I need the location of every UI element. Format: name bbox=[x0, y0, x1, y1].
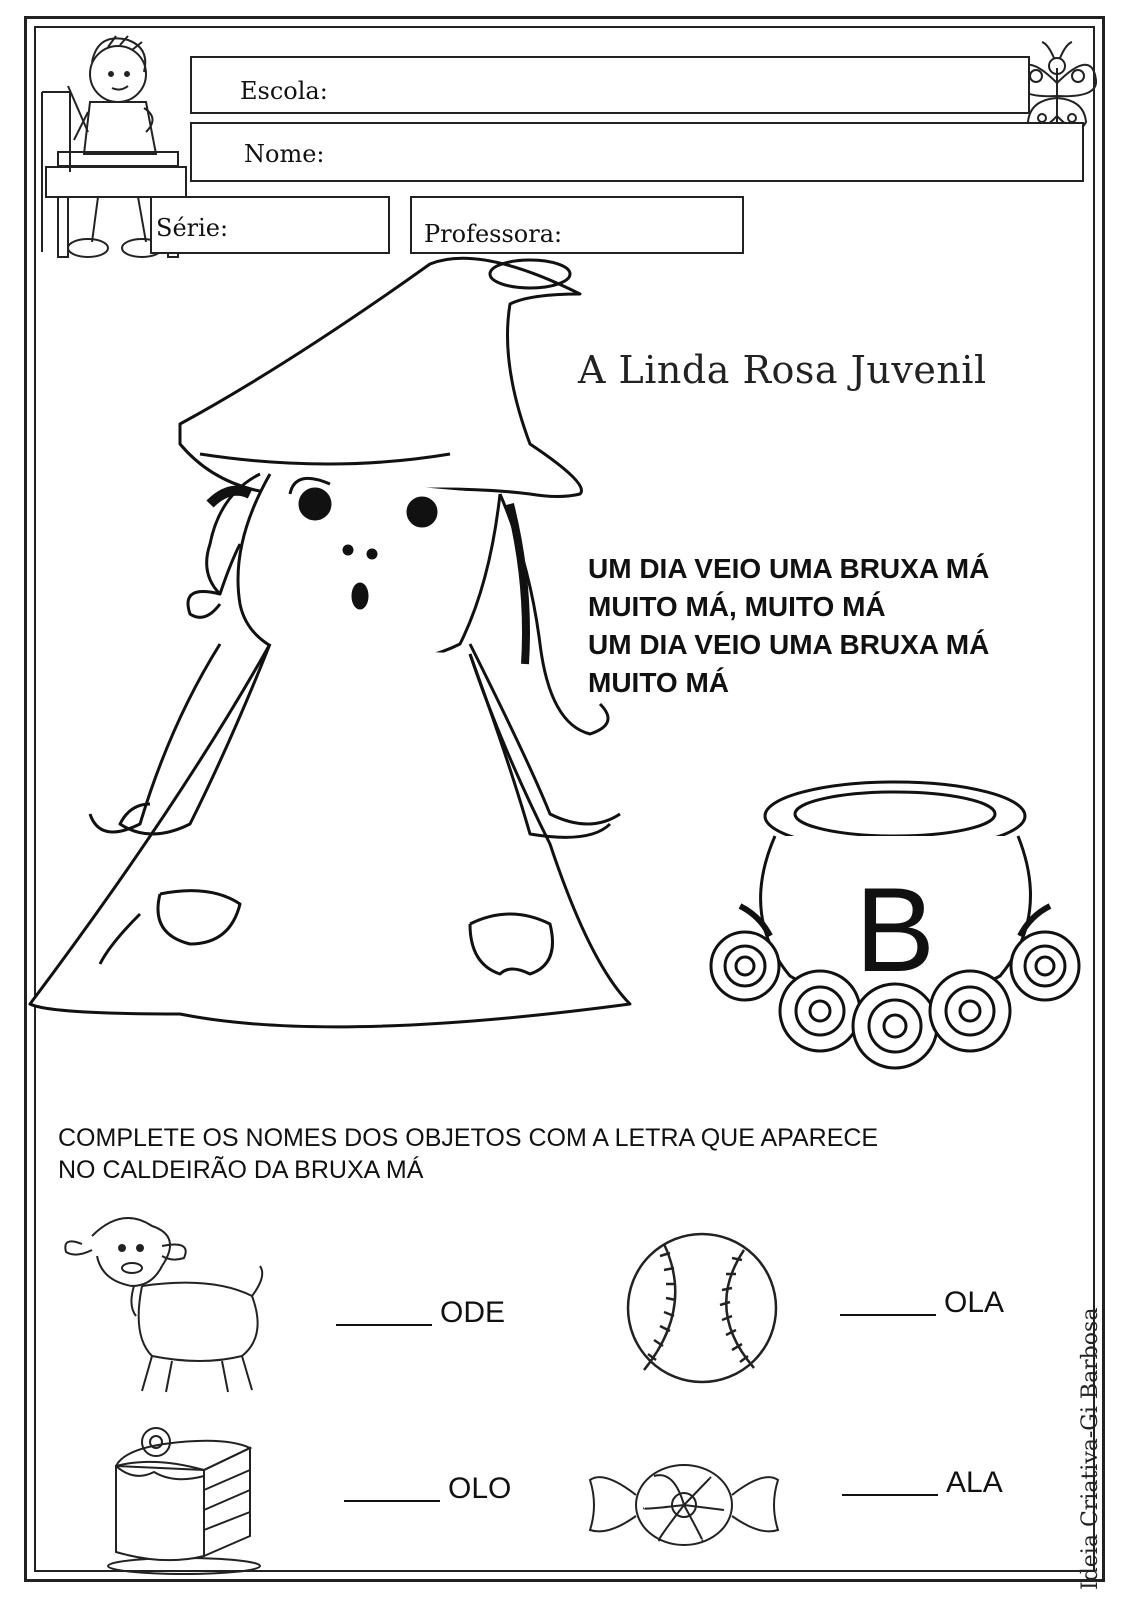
name-label: Nome: bbox=[244, 140, 325, 168]
teacher-label: Professora: bbox=[424, 220, 563, 248]
answer-line[interactable] bbox=[842, 1494, 938, 1496]
cake-icon bbox=[104, 1426, 264, 1576]
answer-line[interactable] bbox=[840, 1314, 936, 1316]
word-suffix-cake: OLO bbox=[448, 1472, 512, 1505]
verse-line-1: UM DIA VEIO UMA BRUXA MÁ bbox=[588, 553, 990, 584]
song-verse bbox=[588, 550, 989, 702]
verse-line-4: MUITO MÁ bbox=[588, 667, 730, 698]
grade-label: Série: bbox=[156, 214, 229, 242]
cauldron-letter: B bbox=[854, 863, 936, 997]
verse-line-2: MUITO MÁ, MUITO MÁ bbox=[588, 591, 886, 622]
candy-icon bbox=[584, 1450, 784, 1560]
instruction-line-1: COMPLETE OS NOMES DOS OBJETOS COM A LETRA QUE APARECE bbox=[58, 1124, 879, 1152]
witch-illustration bbox=[30, 244, 650, 1074]
page-title: A Linda Rosa Juvenil bbox=[578, 348, 987, 392]
baseball-icon bbox=[624, 1230, 784, 1390]
goat-icon bbox=[62, 1206, 272, 1396]
answer-line[interactable] bbox=[336, 1324, 432, 1326]
instruction-text bbox=[58, 1122, 878, 1186]
blank-goat[interactable] bbox=[336, 1296, 505, 1330]
blank-ball[interactable] bbox=[840, 1286, 1004, 1320]
word-suffix-candy: ALA bbox=[946, 1466, 1003, 1499]
word-suffix-ball: OLA bbox=[944, 1286, 1005, 1319]
verse-line-3: UM DIA VEIO UMA BRUXA MÁ bbox=[588, 629, 990, 660]
blank-candy[interactable] bbox=[842, 1466, 1003, 1500]
cauldron-icon bbox=[700, 776, 1090, 1076]
author-credit: Ideia Criativa-Gi Barbosa bbox=[1078, 1307, 1103, 1590]
blank-cake[interactable] bbox=[344, 1472, 511, 1506]
instruction-line-2: NO CALDEIRÃO DA BRUXA MÁ bbox=[58, 1156, 424, 1184]
school-label: Escola: bbox=[240, 77, 328, 105]
word-suffix-goat: ODE bbox=[440, 1296, 506, 1329]
answer-line[interactable] bbox=[344, 1500, 440, 1502]
